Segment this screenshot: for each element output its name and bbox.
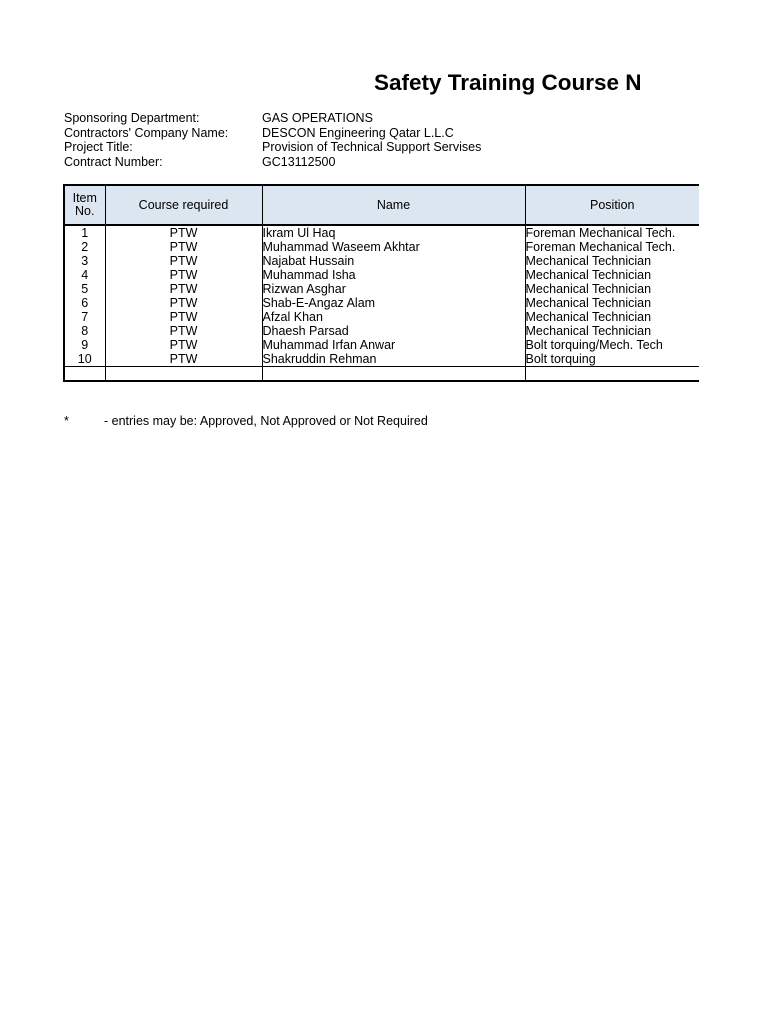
- name-cell: Muhammad Waseem Akhtar: [262, 240, 525, 254]
- table-row: [64, 282, 699, 296]
- item-no-cell: 4: [64, 268, 105, 282]
- table-header-row: [64, 185, 699, 225]
- contract-number-row: [64, 155, 481, 170]
- position-cell: Foreman Mechanical Tech.: [525, 240, 699, 254]
- course-cell: PTW: [105, 254, 262, 268]
- table-row: [64, 254, 699, 268]
- name-cell: Ikram Ul Haq: [262, 225, 525, 240]
- table-row: [64, 310, 699, 324]
- item-no-header-line2: No.: [75, 204, 95, 218]
- page-title: Safety Training Course N: [374, 70, 642, 95]
- table-row: [64, 338, 699, 352]
- position-cell: Mechanical Technician: [525, 310, 699, 324]
- empty-cell: [525, 367, 699, 382]
- position-header: Position: [525, 185, 699, 225]
- item-no-header-line1: Item: [72, 191, 97, 205]
- name-cell: Muhammad Isha: [262, 268, 525, 282]
- training-roster-table: [63, 184, 699, 382]
- table-row: [64, 296, 699, 310]
- table-row: [64, 324, 699, 338]
- sponsoring-department-label: Sponsoring Department:: [64, 111, 200, 125]
- name-cell: Shakruddin Rehman: [262, 352, 525, 367]
- contract-number-label: Contract Number:: [64, 154, 163, 169]
- name-cell: Afzal Khan: [262, 310, 525, 324]
- table-row: [64, 225, 699, 240]
- item-no-cell: 8: [64, 324, 105, 338]
- course-cell: PTW: [105, 225, 262, 240]
- position-cell: Mechanical Technician: [525, 282, 699, 296]
- empty-cell: [105, 367, 262, 382]
- footnote-text: - entries may be: Approved, Not Approved or Not Required: [104, 414, 428, 428]
- course-cell: PTW: [105, 338, 262, 352]
- empty-cell: [64, 367, 105, 382]
- company-name-row: [64, 126, 481, 141]
- project-title-value: Provision of Technical Support Servises: [262, 140, 482, 154]
- name-cell: Muhammad Irfan Anwar: [262, 338, 525, 352]
- item-no-header: [64, 185, 105, 225]
- course-cell: PTW: [105, 240, 262, 254]
- contract-info: [64, 111, 481, 169]
- project-title-row: [64, 140, 481, 155]
- company-name-value: DESCON Engineering Qatar L.L.C: [262, 125, 454, 140]
- table-row: [64, 240, 699, 254]
- position-cell: Foreman Mechanical Tech.: [525, 225, 699, 240]
- position-cell: Bolt torquing/Mech. Tech: [525, 338, 699, 352]
- item-no-cell: 1: [64, 225, 105, 240]
- course-header: Course required: [105, 185, 262, 225]
- footnote-marker: *: [64, 414, 69, 428]
- item-no-cell: 3: [64, 254, 105, 268]
- name-cell: Shab-E-Angaz Alam: [262, 296, 525, 310]
- position-cell: Mechanical Technician: [525, 268, 699, 282]
- footnote: [64, 414, 428, 428]
- item-no-cell: 5: [64, 282, 105, 296]
- item-no-cell: 6: [64, 296, 105, 310]
- empty-table-row: [64, 367, 699, 382]
- course-cell: PTW: [105, 310, 262, 324]
- item-no-cell: 2: [64, 240, 105, 254]
- company-name-label: Contractors' Company Name:: [64, 125, 229, 140]
- name-cell: Dhaesh Parsad: [262, 324, 525, 338]
- position-cell: Bolt torquing: [525, 352, 699, 367]
- project-title-label: Project Title:: [64, 140, 133, 154]
- course-cell: PTW: [105, 324, 262, 338]
- name-cell: Rizwan Asghar: [262, 282, 525, 296]
- name-header: Name: [262, 185, 525, 225]
- course-cell: PTW: [105, 296, 262, 310]
- position-cell: Mechanical Technician: [525, 296, 699, 310]
- sponsoring-department-value: GAS OPERATIONS: [262, 111, 373, 125]
- position-cell: Mechanical Technician: [525, 254, 699, 268]
- name-cell: Najabat Hussain: [262, 254, 525, 268]
- table-row: [64, 352, 699, 367]
- position-cell: Mechanical Technician: [525, 324, 699, 338]
- item-no-cell: 7: [64, 310, 105, 324]
- item-no-cell: 9: [64, 338, 105, 352]
- course-cell: PTW: [105, 268, 262, 282]
- sponsoring-department-row: [64, 111, 481, 126]
- item-no-cell: 10: [64, 352, 105, 367]
- empty-cell: [262, 367, 525, 382]
- table-row: [64, 268, 699, 282]
- course-cell: PTW: [105, 282, 262, 296]
- table-body: [64, 225, 699, 381]
- course-cell: PTW: [105, 352, 262, 367]
- contract-number-value: GC13112500: [262, 154, 336, 169]
